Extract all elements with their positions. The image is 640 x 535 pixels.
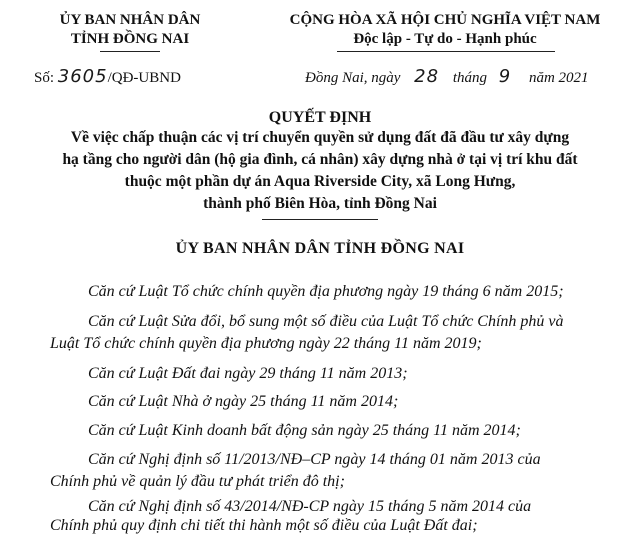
- number-suffix: /QĐ-UBND: [107, 70, 181, 86]
- document-title: QUYẾT ĐỊNH: [268, 109, 372, 126]
- legal-basis-line: Luật Tổ chức chính quyền địa phương ngày 22 tháng 11 năm 2019;: [50, 335, 482, 352]
- legal-basis-line: Căn cứ Luật Sửa đổi, bổ sung một số điều của Luật Tổ chức Chính phủ và: [88, 313, 564, 330]
- legal-basis-line: Căn cứ Luật Tổ chức chính quyền địa phương ngày 19 tháng 6 năm 2015;: [88, 283, 564, 300]
- date-month: 9: [498, 66, 512, 87]
- legal-basis-line: Chính phủ về quản lý đầu tư phát triển đô thị;: [50, 473, 345, 490]
- date-year: năm 2021: [528, 70, 589, 86]
- agency-name-line2: TỈNH ĐỒNG NAI: [70, 31, 190, 47]
- issue-date: [305, 66, 589, 87]
- subject-underline: [262, 219, 378, 220]
- date-month-label: tháng: [452, 70, 487, 86]
- decision-number: [34, 66, 181, 87]
- legal-basis-line: Căn cứ Luật Đất đai ngày 29 tháng 11 năm 2013;: [88, 365, 408, 382]
- agency-underline: [100, 51, 160, 52]
- legal-basis-line: Căn cứ Nghị định số 43/2014/NĐ-CP ngày 15 tháng 5 năm 2014 của: [88, 498, 532, 515]
- agency-name-line1: ỦY BAN NHÂN DÂN: [59, 12, 201, 28]
- number-prefix: Số:: [34, 70, 55, 86]
- issuing-authority: ỦY BAN NHÂN DÂN TỈNH ĐỒNG NAI: [175, 240, 465, 257]
- nation-motto: Độc lập - Tự do - Hạnh phúc: [353, 31, 537, 47]
- date-day: 28: [414, 66, 440, 87]
- legal-basis-line: Căn cứ Luật Nhà ở ngày 25 tháng 11 năm 2014;: [88, 393, 399, 410]
- subject-line: thành phố Biên Hòa, tỉnh Đồng Nai: [203, 195, 437, 212]
- legal-basis-line: Chính phủ quy định chi tiết thi hành một số điều của Luật Đất đai;: [50, 517, 478, 534]
- legal-basis-line: Căn cứ Luật Kinh doanh bất động sản ngày 25 tháng 11 năm 2014;: [88, 422, 521, 439]
- date-prefix: Đồng Nai, ngày: [305, 70, 401, 86]
- subject-line: Về việc chấp thuận các vị trí chuyển quyền sử dụng đất đã đầu tư xây dựng: [70, 129, 570, 146]
- subject-line: hạ tầng cho người dân (hộ gia đình, cá nhân) xây dựng nhà ở tại vị trí khu đất: [62, 151, 578, 168]
- subject-line: thuộc một phần dự án Aqua Riverside City, xã Long Hưng,: [124, 173, 516, 190]
- motto-underline: [337, 51, 555, 52]
- legal-basis-line: Căn cứ Nghị định số 11/2013/NĐ–CP ngày 14 tháng 01 năm 2013 của: [88, 451, 541, 468]
- nation-name: CỘNG HÒA XÃ HỘI CHỦ NGHĨA VIỆT NAM: [289, 12, 601, 28]
- handwritten-number: 3605: [57, 66, 108, 87]
